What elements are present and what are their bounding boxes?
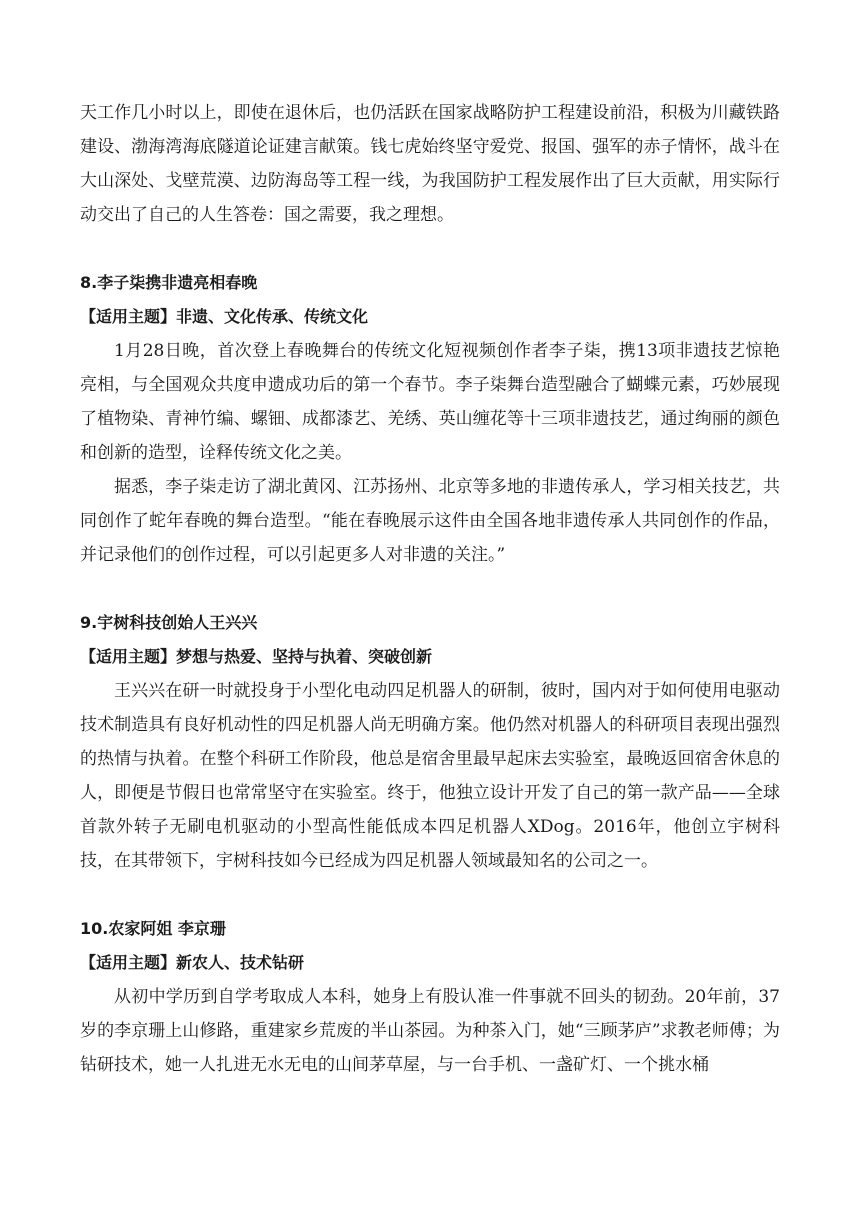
theme-label: 【适用主题】梦想与热爱、坚持与执着、突破创新 (80, 647, 433, 666)
theme-label: 【适用主题】非遗、文化传承、传统文化 (80, 307, 369, 326)
body-paragraph: 1月28日晚，首次登上春晚舞台的传统文化短视频创作者李子柒，携13项非遗技艺惊艳亮相，与全国观众共度申遗成功后的第一个春节。李子柒舞台造型融合了蝴蝶元素，巧妙展现了植物染、青神竹编、螺钿、成都漆艺、羌绣、英山缠花等十三项非遗技艺，通过绚丽的颜色和创新的造型，诠释传统文化之美。 (80, 341, 780, 463)
section-li-ziqi (80, 266, 780, 572)
section-heading: 8.李子柒携非遗亮相春晚 (80, 273, 258, 292)
section-heading: 9.宇树科技创始人王兴兴 (80, 613, 258, 632)
body-paragraph: 据悉，李子柒走访了湖北黄冈、江苏扬州、北京等多地的非遗传承人，学习相关技艺，共同创作了蛇年春晚的舞台造型。“能在春晚展示这件由全国各地非遗传承人共同创作的作品，并记录他们的创作过程，可以引起更多人对非遗的关注。” (80, 477, 780, 565)
section-wang-xingxing (80, 606, 780, 878)
section-li-jingshan (80, 912, 780, 1082)
document-page (80, 96, 780, 1082)
theme-label: 【适用主题】新农人、技术钻研 (80, 953, 305, 972)
intro-paragraph: 天工作几小时以上，即使在退休后，也仍活跃在国家战略防护工程建设前沿，积极为川藏铁路建设、渤海湾海底隧道论证建言献策。钱七虎始终坚守爱党、报国、强军的赤子情怀，战斗在大山深处、戈壁荒漠、边防海岛等工程一线，为我国防护工程发展作出了巨大贡献，用实际行动交出了自己的人生答卷：国之需要，我之理想。 (80, 103, 780, 225)
body-paragraph: 王兴兴在研一时就投身于小型化电动四足机器人的研制，彼时，国内对于如何使用电驱动技术制造具有良好机动性的四足机器人尚无明确方案。他仍然对机器人的科研项目表现出强烈的热情与执着。在整个科研工作阶段，他总是宿舍里最早起床去实验室，最晚返回宿舍休息的人，即便是节假日也常常坚守在实验室。终于，他独立设计开发了自己的第一款产品——全球首款外转子无刷电机驱动的小型高性能低成本四足机器人XDog。2016年，他创立宇树科技，在其带领下，宇树科技如今已经成为四足机器人领域最知名的公司之一。 (80, 681, 780, 871)
body-paragraph: 从初中学历到自学考取成人本科，她身上有股认准一件事就不回头的韧劲。20年前，37岁的李京珊上山修路，重建家乡荒废的半山茶园。为种茶入门，她“三顾茅庐”求教老师傅；为钻研技术，她一人扎进无水无电的山间茅草屋，与一台手机、一盏矿灯、一个挑水桶 (80, 987, 780, 1075)
section-heading: 10.农家阿姐 李京珊 (80, 919, 226, 938)
